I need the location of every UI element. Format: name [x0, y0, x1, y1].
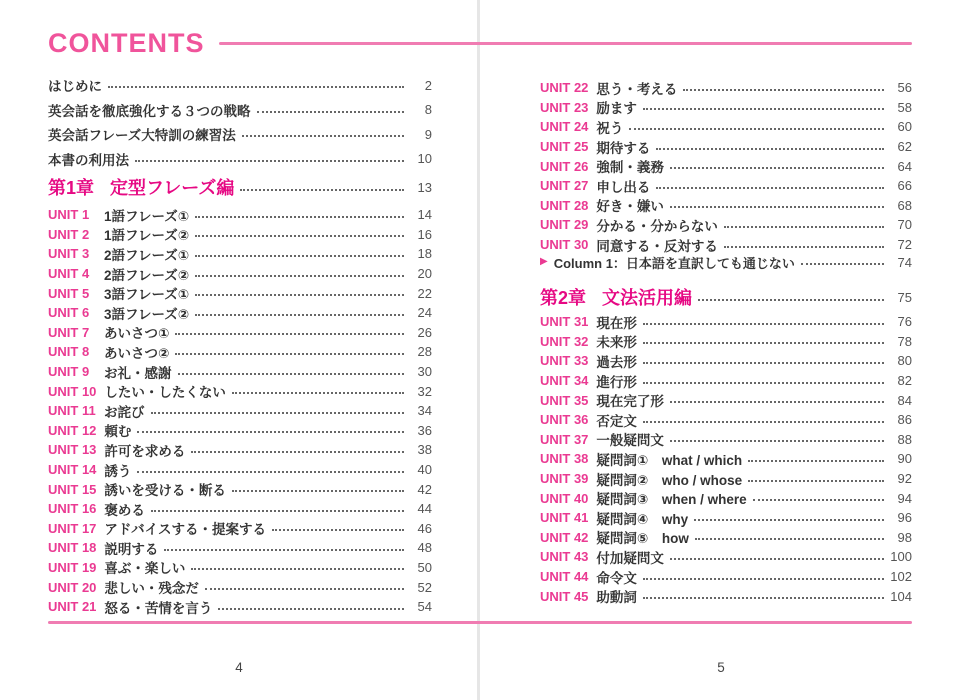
unit-number: UNIT 14: [48, 462, 97, 478]
unit-title: 好き・嫌い: [596, 199, 664, 215]
triangle-bullet-icon: ▶: [540, 255, 548, 267]
unit-number: UNIT 37: [540, 431, 589, 447]
unit-title: 現在完了形: [596, 394, 664, 410]
unit-title: 強制・義務: [596, 160, 664, 176]
chapter-number: 第2章: [540, 288, 587, 308]
unit-page-number: 76: [897, 314, 912, 330]
dotted-leader: [242, 135, 404, 137]
unit-title: あいさつ①: [104, 326, 170, 342]
chapter-1-unit-list: [48, 205, 432, 616]
unit-title: 悲しい・残念だ: [104, 581, 199, 597]
unit-number: UNIT 3: [48, 246, 90, 262]
unit-entry: [540, 586, 912, 606]
dotted-leader: [108, 86, 404, 88]
unit-entry: [540, 508, 912, 528]
dotted-leader: [643, 597, 884, 599]
unit-entry: [48, 421, 432, 441]
dotted-leader: [643, 108, 884, 110]
unit-page-number: 42: [417, 481, 432, 497]
left-page-folio: 4: [235, 660, 243, 675]
unit-title: 現在形: [596, 315, 637, 331]
unit-title: 付加疑問文: [596, 550, 664, 566]
unit-title: 喜ぶ・楽しい: [104, 561, 186, 577]
unit-title: 疑問詞⑤ how: [596, 531, 689, 547]
unit-entry: [540, 547, 912, 567]
unit-page-number: 38: [417, 442, 432, 458]
unit-page-number: 22: [417, 285, 432, 301]
dotted-leader: [195, 275, 404, 277]
entry-label: 英会話を徹底強化する３つの戦略: [48, 103, 251, 119]
unit-page-number: 16: [417, 226, 432, 242]
unit-number: UNIT 23: [540, 99, 589, 115]
entry-page-number: 8: [424, 102, 432, 118]
unit-title: したい・したくない: [104, 385, 226, 401]
unit-number: UNIT 43: [540, 549, 589, 565]
dotted-leader: [195, 255, 404, 257]
unit-entry: [540, 312, 912, 332]
unit-entry: [540, 410, 912, 430]
unit-number: UNIT 10: [48, 383, 97, 399]
dotted-leader: [670, 440, 884, 442]
unit-page-number: 30: [417, 364, 432, 380]
unit-entry: [540, 156, 912, 176]
dotted-leader: [698, 299, 884, 301]
chapter-number: 第1章: [48, 178, 95, 198]
unit-number: UNIT 39: [540, 471, 589, 487]
unit-page-number: 28: [417, 344, 432, 360]
toc-entry: [48, 122, 432, 147]
unit-entry: [48, 225, 432, 245]
dotted-leader: [195, 235, 404, 237]
dotted-leader: [656, 187, 884, 189]
unit-entry: [540, 449, 912, 469]
entry-label: 英会話フレーズ大特訓の練習法: [48, 128, 236, 144]
unit-title: 期待する: [596, 140, 651, 156]
dotted-leader: [175, 353, 404, 355]
unit-page-number: 48: [417, 540, 432, 556]
unit-page-number: 78: [897, 333, 912, 349]
unit-entry: [540, 488, 912, 508]
unit-title: 分かる・分からない: [596, 218, 718, 234]
unit-page-number: 40: [417, 462, 432, 478]
chapter-page-number: 13: [417, 179, 432, 195]
toc-entry: [48, 147, 432, 172]
unit-number: UNIT 20: [48, 579, 97, 595]
contents-header: [48, 30, 912, 57]
unit-page-number: 80: [897, 353, 912, 369]
unit-page-number: 18: [417, 246, 432, 262]
unit-page-number: 94: [897, 490, 912, 506]
unit-title: 命令文: [596, 570, 637, 586]
unit-number: UNIT 19: [48, 559, 97, 575]
unit-title: 進行形: [596, 374, 637, 390]
unit-number: UNIT 18: [48, 540, 97, 556]
unit-title: 疑問詞① what / which: [596, 452, 743, 468]
unit-page-number: 60: [897, 119, 912, 135]
unit-entry: [540, 371, 912, 391]
unit-title: 過去形: [596, 354, 637, 370]
unit-title: 誘う: [104, 463, 132, 479]
unit-number: UNIT 27: [540, 178, 589, 194]
unit-number: UNIT 44: [540, 569, 589, 585]
unit-page-number: 104: [890, 588, 912, 604]
unit-page-number: 100: [890, 549, 912, 565]
unit-entry: [48, 323, 432, 343]
unit-title: 申し出る: [596, 179, 651, 195]
dotted-leader: [629, 128, 884, 130]
unit-entry: [540, 332, 912, 352]
unit-number: UNIT 2: [48, 226, 90, 242]
unit-number: UNIT 45: [540, 588, 589, 604]
unit-title: 疑問詞③ when / where: [596, 492, 747, 508]
dotted-leader: [695, 538, 884, 540]
unit-title: 誘いを受ける・断る: [104, 483, 226, 499]
unit-number: UNIT 6: [48, 305, 90, 321]
unit-title: あいさつ②: [104, 345, 170, 361]
unit-entry: [48, 577, 432, 597]
unit-page-number: 64: [897, 158, 912, 174]
unit-number: UNIT 7: [48, 324, 90, 340]
dotted-leader: [724, 226, 884, 228]
unit-title: 説明する: [104, 541, 159, 557]
unit-page-number: 46: [417, 520, 432, 536]
unit-number: UNIT 13: [48, 442, 97, 458]
unit-entry: [48, 303, 432, 323]
unit-page-number: 62: [897, 139, 912, 155]
unit-number: UNIT 8: [48, 344, 90, 360]
unit-page-number: 82: [897, 373, 912, 389]
unit-entry: [48, 558, 432, 578]
unit-title: 思う・考える: [596, 81, 678, 97]
unit-number: UNIT 17: [48, 520, 97, 536]
unit-entry: [48, 342, 432, 362]
dotted-leader: [656, 148, 884, 150]
unit-entry: [540, 430, 912, 450]
dotted-leader: [218, 608, 404, 610]
dotted-leader: [670, 167, 884, 169]
dotted-leader: [137, 431, 404, 433]
unit-title: 疑問詞④ why: [596, 511, 689, 527]
chapter-title: 定型フレーズ編: [110, 178, 235, 198]
unit-page-number: 70: [897, 217, 912, 233]
dotted-leader: [670, 401, 884, 403]
unit-number: UNIT 30: [540, 237, 589, 253]
unit-title: 祝う: [596, 120, 624, 136]
unit-page-number: 50: [417, 559, 432, 575]
unit-title: 頼む: [104, 424, 132, 440]
page-gutter-divider: [477, 0, 480, 700]
unit-number: UNIT 21: [48, 599, 97, 615]
unit-page-number: 14: [417, 207, 432, 223]
dotted-leader: [643, 421, 884, 423]
unit-title: アドバイスする・提案する: [104, 522, 267, 538]
chapter-2-unit-list: [540, 312, 912, 606]
unit-entry: [540, 390, 912, 410]
unit-entry: [540, 176, 912, 196]
column-page-number: 74: [897, 254, 912, 270]
unit-entry: [48, 538, 432, 558]
dotted-leader: [191, 568, 404, 570]
unit-page-number: 98: [897, 529, 912, 545]
page-title: CONTENTS: [48, 28, 205, 58]
unit-number: UNIT 22: [540, 80, 589, 96]
unit-number: UNIT 12: [48, 422, 97, 438]
unit-page-number: 20: [417, 266, 432, 282]
unit-page-number: 90: [897, 451, 912, 467]
entry-page-number: 9: [424, 126, 432, 142]
unit-number: UNIT 36: [540, 412, 589, 428]
entry-label: はじめに: [48, 79, 102, 95]
unit-page-number: 68: [897, 197, 912, 213]
unit-number: UNIT 25: [540, 139, 589, 155]
dotted-leader: [164, 549, 404, 551]
unit-title: 励ます: [596, 101, 637, 117]
entry-page-number: 10: [417, 151, 432, 167]
unit-entry: [48, 283, 432, 303]
dotted-leader: [683, 89, 884, 91]
unit-entry: [540, 196, 912, 216]
unit-number: UNIT 26: [540, 158, 589, 174]
unit-title: お詫び: [104, 404, 145, 420]
unit-number: UNIT 9: [48, 364, 90, 380]
unit-number: UNIT 42: [540, 529, 589, 545]
dotted-leader: [670, 206, 884, 208]
dotted-leader: [748, 480, 884, 482]
unit-entry: [48, 205, 432, 225]
unit-number: UNIT 33: [540, 353, 589, 369]
unit-number: UNIT 11: [48, 403, 96, 419]
chapter-2-heading: [540, 284, 912, 310]
dotted-leader: [178, 373, 405, 375]
unit-title: 同意する・反対する: [596, 238, 718, 254]
unit-page-number: 36: [417, 422, 432, 438]
chapter-1-unit-list-continued: [540, 78, 912, 254]
unit-title: 否定文: [596, 413, 637, 429]
dotted-leader: [137, 471, 404, 473]
dotted-leader: [191, 451, 404, 453]
unit-title: 2語フレーズ①: [104, 247, 190, 263]
unit-number: UNIT 32: [540, 333, 589, 349]
dotted-leader: [643, 382, 884, 384]
unit-title: 助動詞: [596, 590, 637, 606]
unit-entry: [48, 244, 432, 264]
dotted-leader: [748, 460, 884, 462]
unit-entry: [540, 351, 912, 371]
unit-page-number: 88: [897, 431, 912, 447]
unit-entry: [48, 499, 432, 519]
unit-title: 許可を求める: [104, 443, 186, 459]
unit-entry: [48, 597, 432, 617]
unit-entry: [540, 528, 912, 548]
unit-number: UNIT 24: [540, 119, 589, 135]
unit-entry: [48, 401, 432, 421]
toc-entry: [48, 73, 432, 98]
column-label: Column 1：日本語を直訳しても通じない: [553, 255, 795, 271]
dotted-leader: [205, 588, 404, 590]
unit-page-number: 72: [897, 237, 912, 253]
unit-page-number: 32: [417, 383, 432, 399]
unit-number: UNIT 38: [540, 451, 589, 467]
unit-page-number: 92: [897, 471, 912, 487]
dotted-leader: [175, 333, 404, 335]
unit-page-number: 102: [890, 569, 912, 585]
unit-page-number: 66: [897, 178, 912, 194]
unit-title: 褒める: [104, 502, 145, 518]
unit-page-number: 54: [417, 599, 432, 615]
dotted-leader: [670, 558, 884, 560]
dotted-leader: [151, 412, 405, 414]
dotted-leader: [643, 323, 884, 325]
unit-page-number: 84: [897, 392, 912, 408]
unit-number: UNIT 41: [540, 510, 589, 526]
unit-entry: [540, 469, 912, 489]
unit-number: UNIT 15: [48, 481, 97, 497]
unit-page-number: 86: [897, 412, 912, 428]
front-matter-list: [48, 73, 432, 171]
unit-page-number: 52: [417, 579, 432, 595]
unit-title: 一般疑問文: [596, 433, 664, 449]
dotted-leader: [801, 263, 884, 265]
unit-number: UNIT 34: [540, 373, 589, 389]
unit-page-number: 24: [417, 305, 432, 321]
unit-title: 疑問詞② who / whose: [596, 472, 743, 488]
unit-title: 3語フレーズ①: [104, 287, 190, 303]
dotted-leader: [232, 490, 404, 492]
unit-number: UNIT 4: [48, 266, 90, 282]
unit-entry: [48, 362, 432, 382]
unit-entry: [540, 98, 912, 118]
dotted-leader: [151, 510, 404, 512]
unit-title: 3語フレーズ②: [104, 306, 190, 322]
entry-page-number: 2: [424, 77, 432, 93]
unit-page-number: 96: [897, 510, 912, 526]
dotted-leader: [257, 111, 405, 113]
unit-entry: [540, 215, 912, 235]
unit-entry: [48, 381, 432, 401]
unit-title: 怒る・苦情を言う: [104, 600, 213, 616]
unit-page-number: 44: [417, 501, 432, 517]
unit-entry: [48, 519, 432, 539]
unit-entry: [48, 264, 432, 284]
toc-entry: [48, 98, 432, 123]
unit-entry: [48, 440, 432, 460]
dotted-leader: [643, 578, 884, 580]
unit-number: UNIT 16: [48, 501, 97, 517]
dotted-leader: [195, 216, 404, 218]
unit-entry: [540, 78, 912, 98]
unit-entry: [540, 137, 912, 157]
dotted-leader: [232, 392, 404, 394]
chapter-page-number: 75: [897, 289, 912, 305]
unit-title: 1語フレーズ②: [104, 228, 190, 244]
unit-page-number: 26: [417, 324, 432, 340]
unit-number: UNIT 35: [540, 392, 589, 408]
unit-entry: [48, 460, 432, 480]
unit-number: UNIT 28: [540, 197, 589, 213]
unit-page-number: 58: [897, 99, 912, 115]
unit-number: UNIT 40: [540, 490, 589, 506]
dotted-leader: [643, 342, 884, 344]
footer-rule: [48, 621, 912, 624]
unit-number: UNIT 29: [540, 217, 589, 233]
unit-entry: [540, 117, 912, 137]
chapter-title: 文法活用編: [602, 288, 693, 308]
dotted-leader: [195, 314, 404, 316]
unit-entry: [540, 567, 912, 587]
unit-number: UNIT 5: [48, 285, 90, 301]
dotted-leader: [724, 246, 884, 248]
entry-label: 本書の利用法: [48, 152, 129, 168]
unit-title: 2語フレーズ②: [104, 267, 190, 283]
unit-title: お礼・感謝: [104, 365, 172, 381]
dotted-leader: [694, 519, 884, 521]
dotted-leader: [643, 362, 884, 364]
unit-page-number: 34: [417, 403, 432, 419]
header-rule: [219, 42, 913, 45]
chapter-1-heading: [48, 174, 432, 200]
dotted-leader: [240, 189, 404, 191]
unit-number: UNIT 31: [540, 314, 589, 330]
dotted-leader: [753, 499, 884, 501]
unit-title: 1語フレーズ①: [104, 208, 190, 224]
right-page-folio: 5: [717, 660, 725, 675]
column-1-entry: [540, 252, 912, 272]
dotted-leader: [272, 529, 404, 531]
dotted-leader: [195, 294, 404, 296]
unit-title: 未来形: [596, 335, 637, 351]
unit-number: UNIT 1: [48, 207, 90, 223]
unit-page-number: 56: [897, 80, 912, 96]
unit-entry: [48, 479, 432, 499]
dotted-leader: [135, 160, 404, 162]
